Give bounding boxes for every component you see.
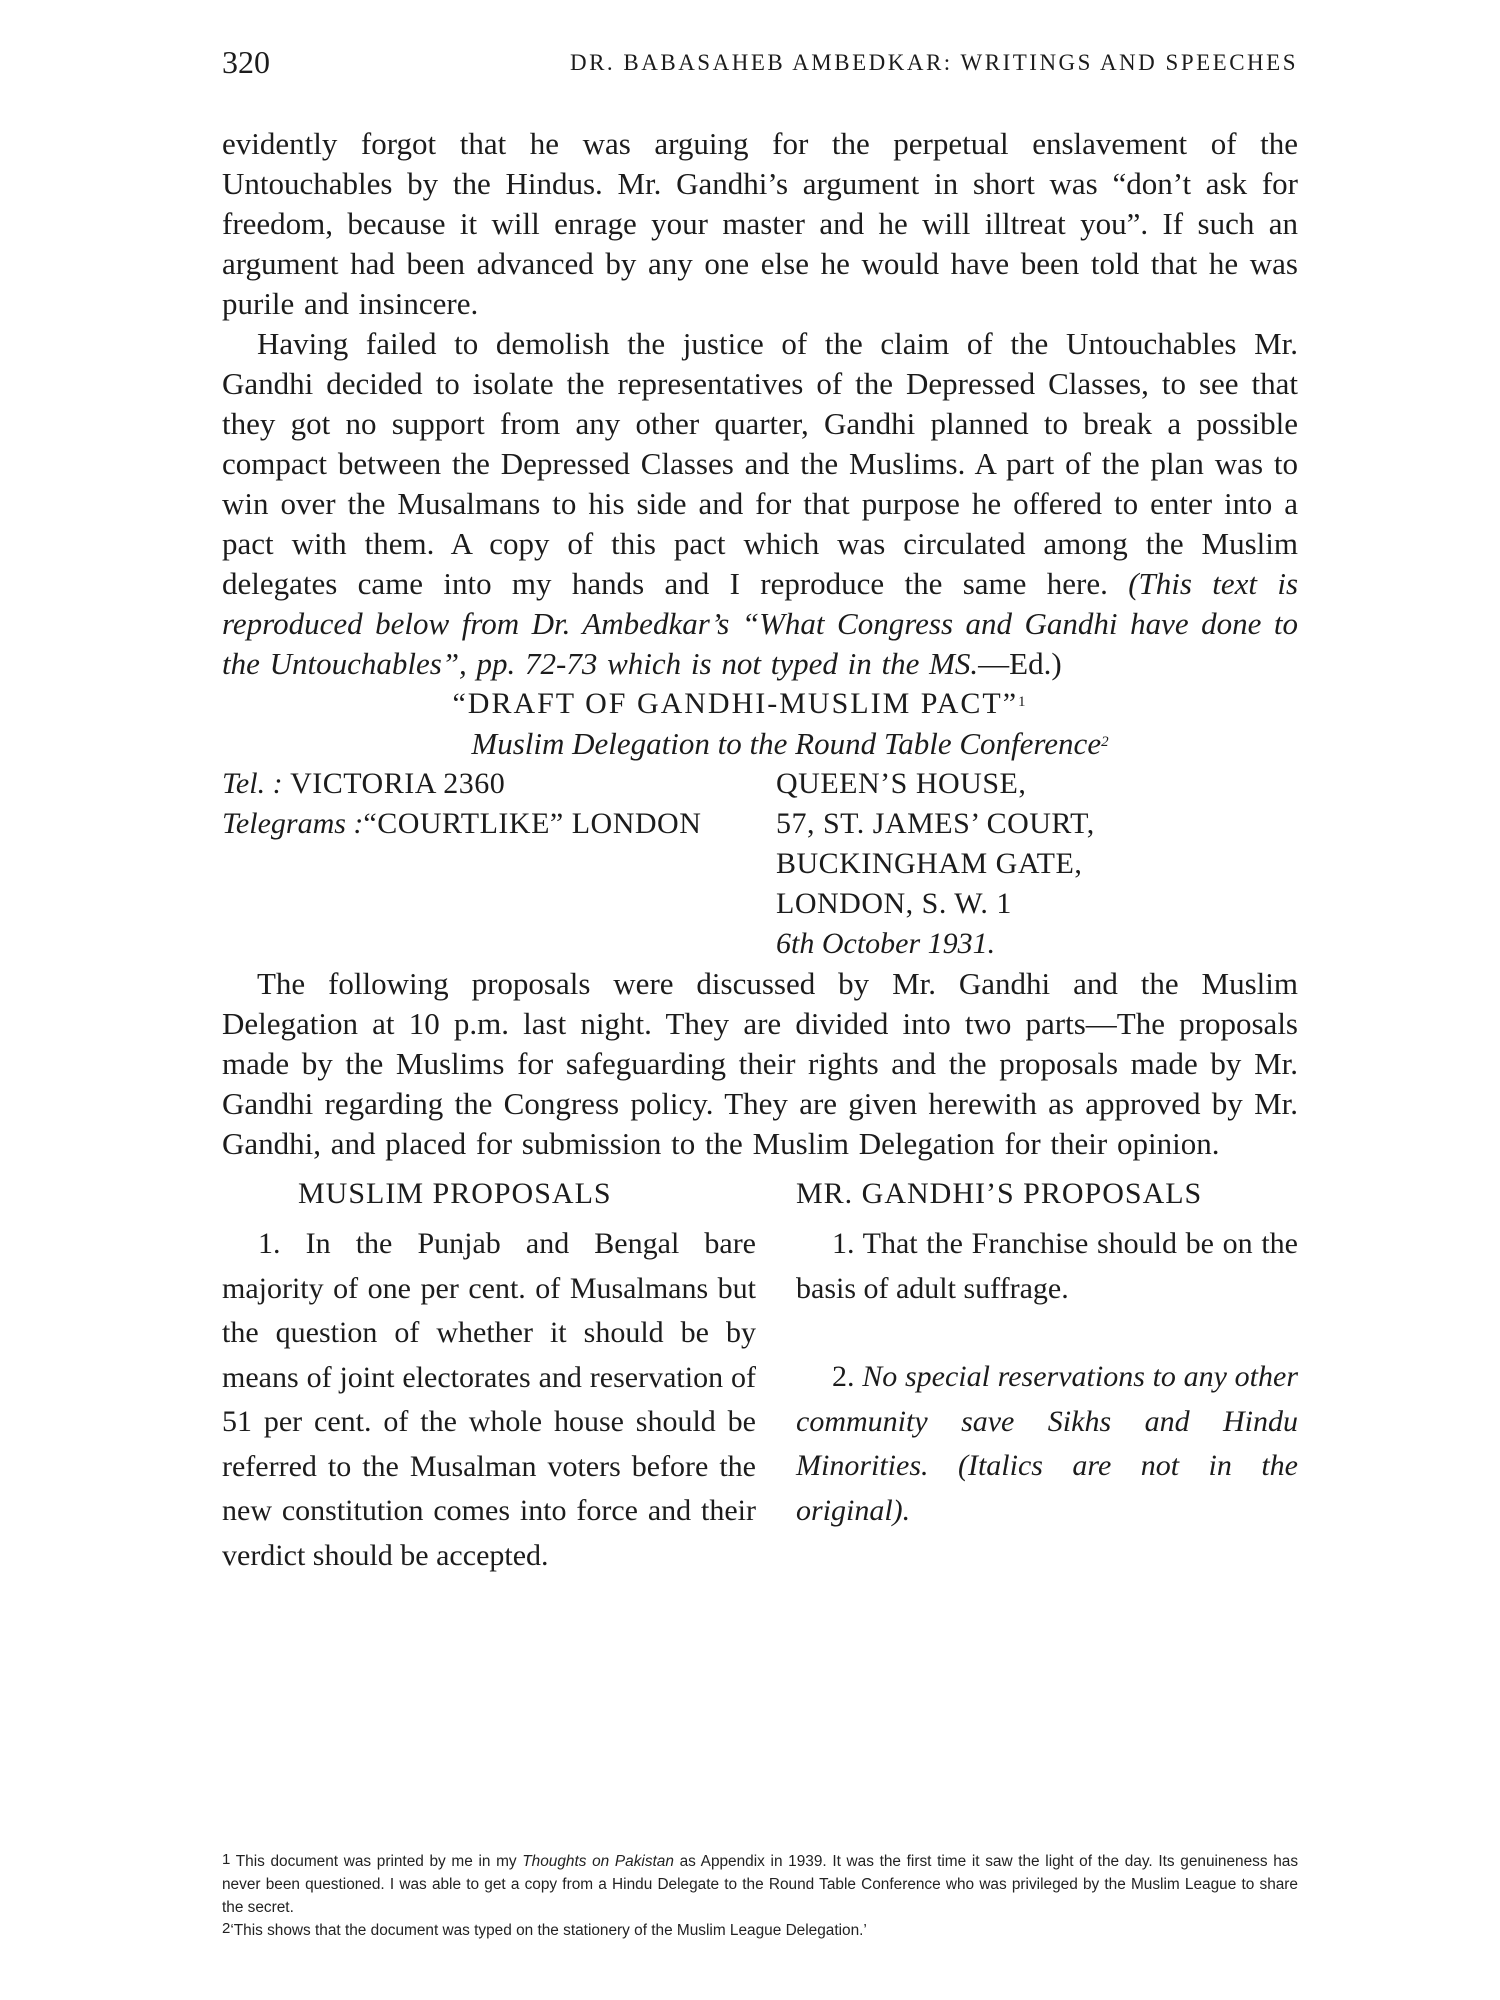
address-line: BUCKINGHAM GATE, — [776, 847, 1083, 880]
telegrams-label: Telegrams : — [222, 807, 364, 840]
footnote-1-title: Thoughts on Pakistan — [522, 1853, 674, 1870]
spacer — [796, 1311, 1298, 1355]
footnote-1-text-b: as Appendix in 1939. It was the first time it saw the light of the day. Its genuineness has never been questioned. I was able to get a copy from a Hindu Delegate to the Round Table Conference who was privileged by the Muslim League to share the secret. — [222, 1853, 1299, 1916]
muslim-proposals-column — [222, 1172, 756, 1578]
footnote-ref-1: 1 — [1018, 694, 1028, 710]
address-line: QUEEN’S HOUSE, — [776, 767, 1027, 800]
footnote-1-text-a: This document was printed by me in my — [235, 1853, 517, 1870]
address-block — [776, 764, 1296, 964]
gandhi-proposals-heading: MR. GANDHI’S PROPOSALS — [796, 1177, 1203, 1210]
gandhi-proposal-2 — [796, 1355, 1298, 1533]
address-line: LONDON, S. W. 1 — [776, 887, 1012, 920]
proposals-columns — [222, 1172, 1298, 1652]
footnotes — [222, 1850, 1298, 1942]
telegrams-value: “COURTLIKE” LONDON — [363, 807, 702, 840]
pact-title — [222, 684, 1298, 724]
telephone-line — [222, 764, 762, 804]
running-head: DR. BABASAHEB AMBEDKAR: WRITINGS AND SPEECHES — [569, 50, 1298, 75]
address-line: 57, ST. JAMES’ COURT, — [776, 807, 1095, 840]
muslim-proposal-1: 1. In the Punjab and Bengal bare majority of one per cent. of Musalmans but the question of whether it should be by means of joint electorates and reservation of 51 per cent. of the whole house should be referred to the Musalman voters before the new constitution comes into force and their verdict should be accepted. — [222, 1227, 756, 1572]
footnote-2 — [222, 1919, 1298, 1942]
muslim-proposals-heading: MUSLIM PROPOSALS — [298, 1177, 612, 1210]
footnote-2-text: ‘This shows that the document was typed on the stationery of the Muslim League Delegation.’ — [230, 1922, 867, 1939]
telegrams-line — [222, 804, 762, 844]
gandhi-proposals-column — [796, 1172, 1298, 1533]
paragraph-2-text: Having failed to demolish the justice of the claim of the Untouchables Mr. Gandhi decided to isolate the representatives of the Depressed Classes, to see that they got no support from any other quarter, Gandhi planned to break a possible compact between the Depressed Classes and the Muslims. A part of the plan was to win over the Musalmans to his side and for that purpose he offered to enter into a pact with them. A copy of this pact which was circulated among the Muslim delegates came into my hands and I reproduce the same here. — [222, 326, 1298, 601]
editor-note-italic: (This text is reproduced below from Dr. Ambedkar’s “What Congress and Gandhi have done to the Untouchables”, pp. 72-73 which is not typed in the MS. — [222, 566, 1299, 681]
letter-date: 6th October 1931. — [776, 927, 996, 960]
footnote-2-mark: 2 — [222, 1920, 231, 1937]
pact-title-text: “DRAFT OF GANDHI-MUSLIM PACT” — [452, 687, 1019, 720]
body-text — [222, 124, 1298, 1652]
paragraph-3: The following proposals were discussed by Mr. Gandhi and the Muslim Delegation at 10 p.m. last night. They are divided into two parts—The proposals made by the Muslims for safeguarding their rights and the proposals made by Mr. Gandhi regarding the Congress policy. They are given herewith as approved by Mr. Gandhi, and placed for submission to the Muslim Delegation for their opinion. — [222, 966, 1298, 1161]
footnote-1-mark: 1 — [222, 1851, 231, 1868]
contact-block — [222, 764, 762, 844]
gandhi-proposal-2-number: 2. — [832, 1360, 855, 1393]
pact-subtitle — [222, 724, 1298, 764]
paragraph-2 — [222, 324, 1298, 684]
pact-subtitle-text: Muslim Delegation to the Round Table Conference — [471, 726, 1102, 761]
page-header — [222, 44, 1298, 88]
letterhead-address — [222, 764, 1298, 964]
tel-label: Tel. : — [222, 767, 283, 800]
page-number: 320 — [222, 44, 270, 80]
footnote-1 — [222, 1850, 1298, 1919]
gandhi-proposal-2-text: No special reservations to any other community save Sikhs and Hindu Minorities. (Italics are not in the original). — [796, 1360, 1299, 1527]
gandhi-proposal-1: 1. That the Franchise should be on the basis of adult suffrage. — [796, 1227, 1298, 1305]
paragraph-1: evidently forgot that he was arguing for the perpetual enslavement of the Untouchables by the Hindus. Mr. Gandhi’s argument in short was “don’t ask for freedom, because it will enrage your master and he will illtreat you”. If such an argument had been advanced by any one else he would have been told that he was purile and insincere. — [222, 126, 1298, 321]
footnote-ref-2: 2 — [1101, 734, 1109, 750]
editor-note-end: —Ed.) — [978, 646, 1062, 681]
tel-value: VICTORIA 2360 — [290, 767, 506, 800]
